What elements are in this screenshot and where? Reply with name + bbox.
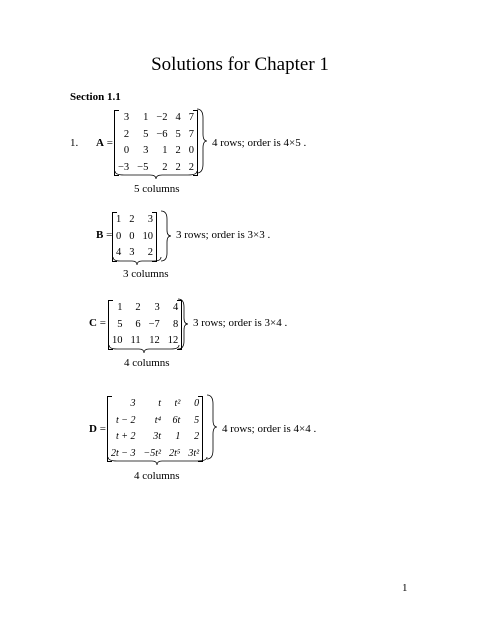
matrix-d [107, 396, 203, 462]
matrix-cell: 2 [175, 161, 181, 173]
matrix-b-equals: = [106, 229, 113, 241]
matrix-cell: 7 [188, 112, 195, 123]
matrix-c-equation [89, 317, 106, 329]
right-bracket [152, 212, 157, 262]
matrix-cell: 0 [188, 145, 195, 156]
matrix-b [112, 212, 157, 262]
matrix-cell: 3 [130, 398, 136, 409]
matrix-b-equation [96, 229, 112, 241]
matrix-a-grid [114, 110, 198, 176]
left-bracket [107, 396, 112, 462]
matrix-cell: 1 [117, 302, 123, 313]
section-heading: Section 1.1 [70, 91, 121, 103]
matrix-cell: 4 [116, 247, 122, 258]
matrix-cell: 2 [188, 161, 195, 173]
matrix-d-equation [89, 423, 106, 435]
matrix-d-equals: = [99, 423, 106, 435]
matrix-cell: 2 [162, 161, 168, 173]
matrix-c-name: C [89, 317, 97, 329]
matrix-cell: 2 [175, 145, 181, 156]
matrix-cell: −6 [156, 128, 168, 140]
column-brace [112, 256, 162, 266]
left-bracket [108, 300, 113, 350]
row-brace [177, 298, 189, 350]
column-brace [108, 344, 180, 354]
matrix-cell: t + 2 [116, 431, 136, 442]
column-brace [114, 170, 198, 180]
matrix-a-name: A [96, 137, 104, 149]
matrix-cell: 1 [116, 214, 122, 225]
matrix-b-grid [112, 212, 157, 262]
left-bracket [114, 110, 119, 176]
matrix-cell: 6 [135, 318, 141, 330]
matrix-cell: 5 [143, 128, 149, 140]
matrix-a-equals: = [106, 137, 113, 149]
right-bracket [198, 396, 203, 462]
left-bracket [112, 212, 117, 262]
matrix-a-col-note: 5 columns [134, 183, 180, 195]
matrix-d-row-note: 4 rows; order is 4×4 . [222, 423, 317, 435]
matrix-cell: −7 [148, 318, 160, 330]
matrix-cell: t [158, 398, 162, 409]
matrix-a [114, 110, 198, 176]
matrix-cell: 5 [194, 414, 200, 426]
matrix-cell: 1 [162, 145, 168, 156]
matrix-cell: 11 [130, 335, 141, 346]
matrix-cell: 8 [173, 318, 179, 330]
page-number: 1 [402, 582, 408, 594]
matrix-cell: 4 [175, 112, 181, 123]
matrix-cell: 3 [147, 214, 153, 225]
matrix-c-equals: = [99, 317, 106, 329]
matrix-cell: 7 [188, 128, 195, 140]
matrix-cell: 3 [143, 145, 149, 156]
matrix-a-equation [96, 137, 113, 149]
matrix-cell: 0 [116, 230, 122, 242]
matrix-cell: 2 [135, 302, 141, 313]
matrix-cell: 2 [129, 214, 135, 225]
matrix-cell: −3 [118, 161, 130, 173]
matrix-cell: 6t [172, 414, 181, 426]
matrix-cell: 5 [117, 318, 123, 330]
matrix-cell: 0 [129, 230, 135, 242]
matrix-cell: 10 [142, 230, 153, 242]
matrix-c-grid [108, 300, 182, 350]
column-brace [107, 456, 208, 466]
matrix-cell: 0 [123, 145, 130, 156]
matrix-d-col-note: 4 columns [134, 470, 180, 482]
matrix-cell: t − 2 [116, 414, 136, 426]
page-title: Solutions for Chapter 1 [151, 54, 329, 75]
matrix-cell: 1 [143, 112, 149, 123]
matrix-c [108, 300, 182, 350]
matrix-cell: −5t² [143, 447, 162, 459]
matrix-cell: 3t² [188, 447, 200, 459]
matrix-cell: 2 [194, 431, 200, 442]
matrix-cell: t² [174, 398, 181, 409]
matrix-b-col-note: 3 columns [123, 268, 169, 280]
matrix-cell: 12 [149, 335, 160, 346]
matrix-c-row-note: 3 rows; order is 3×4 . [193, 317, 288, 329]
row-brace [160, 210, 172, 262]
matrix-cell: 0 [194, 398, 200, 409]
matrix-cell: 3 [123, 112, 130, 123]
matrix-d-grid [107, 396, 203, 462]
matrix-cell: 3t [153, 431, 162, 442]
matrix-c-col-note: 4 columns [124, 357, 170, 369]
matrix-cell: 12 [167, 335, 179, 346]
row-brace [196, 108, 208, 174]
matrix-cell: 2 [147, 247, 153, 258]
matrix-cell: 2t − 3 [111, 447, 136, 459]
matrix-d-name: D [89, 423, 97, 435]
problem-number: 1. [70, 137, 79, 149]
matrix-cell: 2 [123, 128, 130, 140]
matrix-cell: 3 [154, 302, 160, 313]
matrix-cell: −5 [137, 161, 149, 173]
matrix-cell: 10 [112, 335, 123, 346]
matrix-cell: t⁴ [154, 414, 162, 426]
row-brace [206, 394, 218, 460]
matrix-cell: 5 [175, 128, 181, 140]
matrix-b-name: B [96, 229, 104, 241]
matrix-cell: 4 [173, 302, 179, 313]
matrix-cell: 2t⁵ [169, 447, 181, 459]
matrix-cell: 3 [129, 247, 135, 258]
matrix-b-row-note: 3 rows; order is 3×3 . [176, 229, 271, 241]
matrix-cell: 1 [175, 431, 181, 442]
matrix-cell: −2 [156, 112, 168, 123]
matrix-a-row-note: 4 rows; order is 4×5 . [212, 137, 307, 149]
